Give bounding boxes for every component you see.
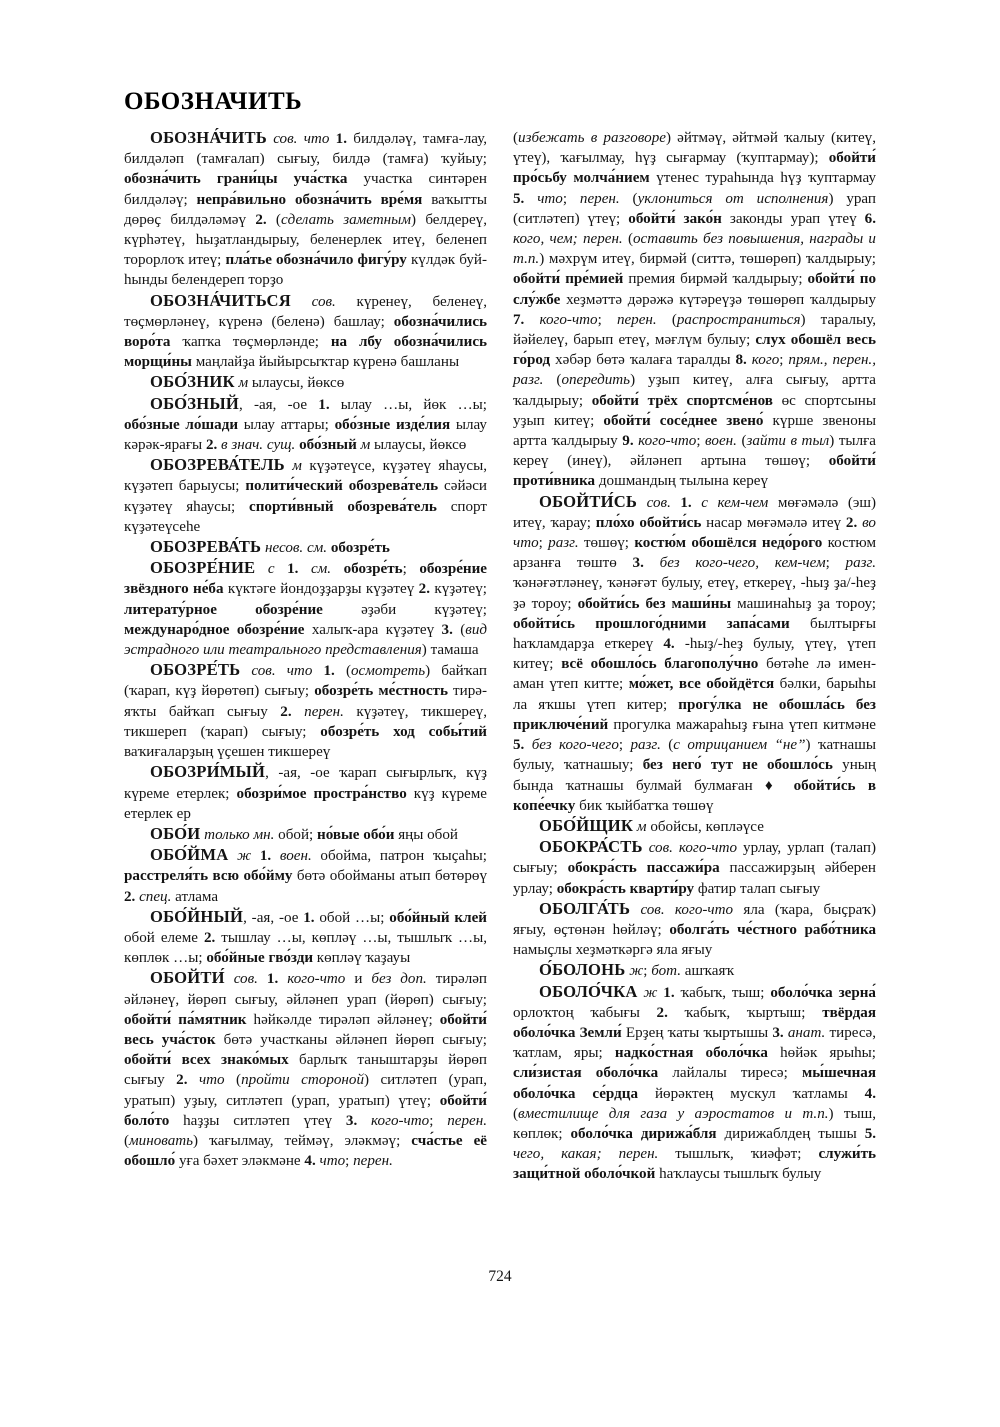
dictionary-entry-oboytis: ОБОЙТИ́СЬ сов. 1. с кем-чем мөғәмәлә (эш) итеү, ҡарау; пло́хо обойти́сь насар мөғәмәлә итеү 2. во что; разг. төшөү; костю́м обошёлся недо́рого костюм арзанға төштө 3. без кого-чего, кем-чем; разг. ҡәнәғәтләнеү, ҡәнәғәт булыу, етеү, еткереү, -һыҙ ҙа/-һеҙ ҙә тороу; обойти́сь без маши́ны машинаһыҙ ҙа тороу; обойти́сь прошлого́дними запа́сами былтырғы һаҡламдарҙа еткереү 4. -һыҙ/-һеҙ булыу, үтеү, үтеп китеү; всё обошло́сь благополу́чно бөтәһе лә имен-аман үтеп китте; мо́жет, все обойдётся бәлки, барыһы ла яҡшы үтеп китер; прогу́лка не обошла́сь без приключе́ний прогулка мажараһыҙ ғына үтеп китмәне 5. без кого-чего; разг. (с отрицанием “не”) ҡатнашы булыу, ҡатнашыу; без него́ тут не обошло́сь уның бында ҡатнашы булмай булмаған ♦ обойти́сь в копе́ечку бик ҡыйбатҡа төшөү: [513, 491, 877, 814]
dictionary-entry-oboznik: ОБО́ЗНИК м ылаусы, йөксө: [150, 372, 345, 392]
dictionary-entry-oboyshchik: ОБО́ЙЩИК м обойсы, көпләүсе: [539, 815, 764, 835]
left-column: [124, 128, 487, 1258]
dictionary-entry-oboyma: ОБО́ЙМА ж 1. воен. обойма, патрон ҡыҫаһы; расстреля́ть всю обо́йму бөтә обойманы атып бөтөрөү 2. спец. атлама: [124, 845, 487, 905]
dictionary-entry-obozret: ОБОЗРЕ́ТЬ сов. что 1. (осмотреть) байҡап (ҡарап, күҙ йөрөтөп) сығыу; обозре́ть ме́стность тирә-яҡты байҡап сығыу 2. перен. күҙәтеү, тикшереү, тикшереп (ҡарап) сығыу; обозре́ть ход собы́тий ваҡиғаларҙың үҫешен тикшереү: [124, 660, 487, 761]
dictionary-entry-obolochka: ОБОЛО́ЧКА ж 1. ҡабыҡ, тыш; оболо́чка зерна́ орлоҡтоң ҡабығы 2. ҡабыҡ, ҡыртыш; твёрдая оболо́чка Земли́ Ерҙең ҡаты ҡыртышы 3. анат. тиресә, ҡатлам, яры; надко́стная оболо́чка һөйәк ярыһы; сли́зистая оболо́чка лайлалы тиресә; мы́шечная оболо́чка се́рдца йөрәктең мускул ҡатламы 4. (вместилище для газа у аэростатов и т.п.) тыш, көплөк; оболо́чка дирижа́бля дирижаблдең тышы 5. чего, какая; перен. тышлыҡ, ҡиәфәт; служи́ть защи́тной оболо́чкой һаҡлаусы тышлыҡ булыу: [513, 981, 877, 1183]
dictionary-entry-obolon: О́БОЛОНЬ ж; бот. ашҡаяҡ: [539, 960, 735, 980]
dictionary-entry-oboynyy: ОБО́ЙНЫЙ, -ая, -ое 1. обой …ы; обо́йный клей обой елеме 2. тышлау …ы, көпләү …ы, тышлыҡ …ы, көплөк …ы; обо́йные гво́зди көпләү ҡаҙауы: [124, 906, 487, 967]
dictionary-entry-oboznyy: ОБО́ЗНЫЙ, -ая, -ое 1. ылау …ы, йөк …ы; обо́зные ло́шади ылау аттары; обо́зные изде́лия ылау кәрәк-ярағы 2. в знач. сущ. обо́зный м ылаусы, йөксө: [124, 393, 487, 454]
dictionary-entry-obozrevat: ОБОЗРЕВА́ТЬ несов. см. обозре́ть: [150, 537, 390, 557]
dictionary-entry-obolgat: ОБОЛГА́ТЬ сов. кого-что яла (ҡара, быҫраҡ) яғыу, өҫтөнән һөйләү; оболга́ть че́стного рабо́тника намыҫлы хеҙмәткәргә яла яғыу: [513, 898, 876, 959]
page-number: 724: [488, 1268, 512, 1285]
dictionary-entry-obokrast: ОБОКРА́СТЬ сов. кого-что урлау, урлап (талап) сығыу; обокра́сть пассажи́ра пассажирҙың әйберен урлау; обокра́сть кварти́ру фатир талап сығыу: [513, 837, 876, 897]
dictionary-entry-obozrimyy: ОБОЗРИ́МЫЙ, -ая, -ое ҡарап сығырлыҡ, күҙ күреме етерлек; обозри́мое простра́нство күҙ күреме етерлек ер: [124, 762, 487, 822]
dictionary-entry-obozrevatel: ОБОЗРЕВА́ТЕЛЬ м күҙәтеүсе, күҙәтеү яһаусы, күҙәтеп барыусы; полити́ческий обозрева́тель сәйәси күҙәтеү яһаусы; спорти́вный обозрева́тель спорт күҙәтеүсеһе: [124, 455, 487, 535]
dictionary-entry-oboi: ОБО́И только мн. обой; но́вые обо́и яңы обой: [150, 823, 458, 843]
dictionary-entry-oboyti-cont: (избежать в разговоре) әйтмәү, әйтмәй ҡалыу (китеү, үтеү), ҡағылмау, һүҙ сығармау (ҡуптармау); обойти́ про́сьбу молча́нием үтенес тураһында һүҙ ҡуптармау 5. что; перен. (уклониться от исполнения) урап (ситләтеп) үтеү; обойти́ зако́н законды урап үтеү 6. кого, чем; перен. (оставить без повышения, награды и т.п.) мәхрүм итеү, бирмәй (ситтә, төшөрөп) ҡалдырыу; обойти́ пре́мией премия бирмәй ҡалдырыу; обойти́ по слу́жбе хеҙмәттә дәрәжә күтәреүҙә төшөрөп ҡалдырыу 7. кого-что; перен. (распространиться) таралыу, йәйелеү, барып етеү, мәғлүм булыу; слух обошёл весь го́род хәбәр бөтә ҡалаға таралды 8. кого; прям., перен., разг. (опередить) уҙып китеү, алға сығыу, артта ҡалдырыу; обойти́ трёх спортсме́нов өс спортсыны уҙып китеү; обойти́ сосе́днее звено́ күрше звеноны артта ҡалдырыу 9. кого-что; воен. (зайти в тыл) тылға кереү (инеү), әйләнеп артына төшөү; обойти́ проти́вника дошмандың тылына кереү: [513, 130, 877, 490]
dictionary-entry-oboyti: ОБОЙТИ́ сов. 1. кого-что и без доп. тирәләп әйләнеү, йөрөп сығыу, әйләнеп урап (йөрөп) сығыу; обойти́ па́мятник һәйкәлде тирәләп әйләнеү; обойти́ весь уча́сток бөтә участканы әйләнеп йөрөп сығыу; обойти́ всех знако́мых барлыҡ таныштарҙы йөрөп сығыу 2. что (пройти стороной) ситләтеп (урап, уратып) уҙыу, ситләтеп (урап, уратып) үтеү; обойти́ боло́то һаҙҙы ситләтеп үтеү 3. кого-что; перен. (миновать) ҡағылмау, теймәү, эләкмәү; сча́стье её обошло́ уға бәхет эләкмәне 4. что; перен.: [124, 968, 488, 1170]
dictionary-entry-oboznachitsya: ОБОЗНА́ЧИТЬСЯ сов. күренеү, беленеү, төҫмөрләнеү, күренә (беленә) башлау; обозна́чились воро́та ҡапҡа төҫмөрләнде; на лбу обозна́чились морщи́ны маңлайҙа йыйырсыҡтар күренә башланы: [124, 290, 488, 371]
dictionary-entry-oboznachit: ОБОЗНА́ЧИТЬ сов. что 1. билдәләү, тамға-лау, билдәләп (тамғалап) сығыу, билдә (тамға) ҡуйыу; обозна́чить грани́цы уча́стка участка синтәрен билдәләү; непра́вильно обозна́чить вре́мя ваҡытты дөрөҫ билдәләмәү 2. (сделать заметным) белдереү, күрһәтеү, һыҙатландырыу, беленерлек итеү, беленеп торорлоҡ итеү; пла́тье обозна́чило фигу́ру күлдәк буй-һынды белендереп торҙо: [124, 128, 488, 289]
dictionary-entry-obozrenie: ОБОЗРЕ́НИЕ с 1. см. обозре́ть; обозре́ние звёздного не́ба күктәге йондоҙҙарҙы күҙәтеү 2. күҙәтеү; литерату́рное обозре́ние әҙәби күҙәтеү; междунаро́дное обозре́ние халыҡ-ара күҙәтеү 3. (вид эстрадного или театрального представления) тамаша: [124, 558, 488, 659]
right-column: [513, 128, 876, 1258]
text-columns: [124, 128, 876, 1258]
running-head: ОБОЗНАЧИТЬ: [124, 88, 303, 115]
